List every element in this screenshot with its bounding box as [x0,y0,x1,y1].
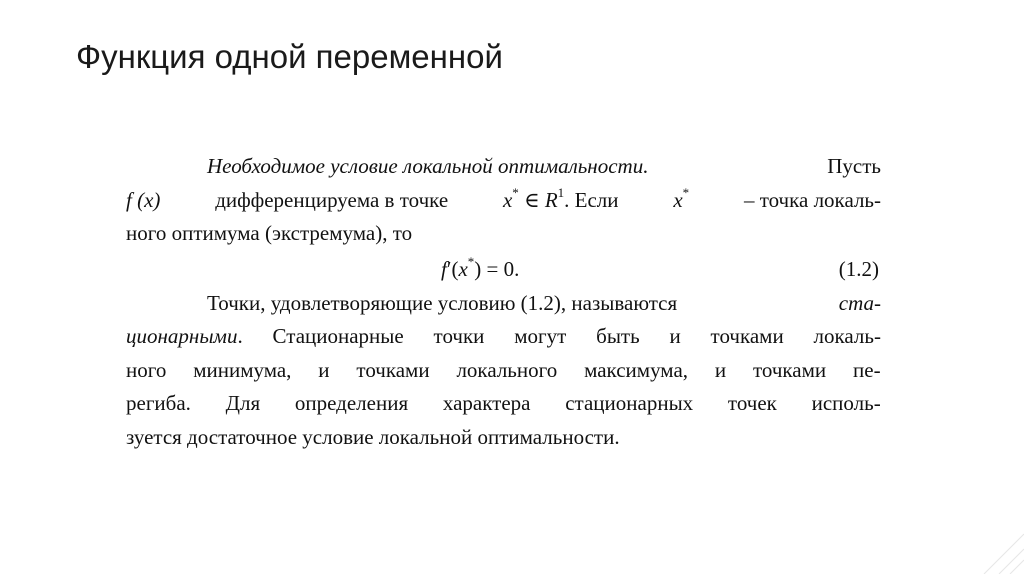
paragraph-2-line-2 [126,320,881,354]
term-stationary-part-1: ста- [838,290,881,315]
paragraph-1-line-2-text-1: дифференцируема в точке [215,187,449,212]
paragraph-1-line-2-text-3: – точка локаль- [743,187,881,212]
equation-number: (1.2) [838,256,879,281]
point-symbol-2-group [673,184,689,218]
point-star-2: * [682,184,690,200]
slide-title: Функция одной переменной [76,38,503,75]
space-symbol: R [544,187,558,212]
paragraph-1-line-2-text-2: . Если [564,187,619,212]
point-symbol: x [502,187,513,212]
space-dimension: 1 [557,184,565,200]
paragraph-2-line-2-text: . Стационарные точки могут быть и точками локаль- [237,324,881,348]
formula-x: x [458,256,468,281]
point-membership [503,184,619,218]
paragraph-1-line-3: ного оптимума (экстремума), то [126,221,413,245]
formula-open: ( [451,256,459,281]
paragraph-2-line-4: региба. Для определения характера стационарных точек исполь- [126,391,881,415]
formula-line [126,251,881,287]
term-stationary-part-2: ционарными [126,324,238,348]
paragraph-1-line-1-rest: Пусть [827,154,881,178]
paragraph-2-line-3: ного минимума, и точками локального максимума, и точками пе- [126,357,881,382]
formula-star: * [467,253,475,269]
element-of-symbol: ∈ [524,187,540,212]
paragraph-1-line-1 [126,150,881,184]
formula [441,251,519,287]
corner-stripe [999,549,1024,574]
text-body [126,150,881,454]
point-star: * [512,184,519,200]
paragraph-1-line-2 [126,184,881,218]
paragraph-2-line-1-text: Точки, удовлетворяющие условию (1.2), называются [207,290,678,315]
theorem-heading: Необходимое условие локальной оптимальности. [207,154,649,178]
point-symbol-2: x [673,187,683,212]
corner-stripe [984,534,1024,574]
formula-close: ) = 0. [474,256,520,281]
function-symbol: f (x) [126,187,161,212]
formula-prime: ′ [446,256,452,281]
paragraph-2-line-5: зуется достаточное условие локальной оптимальности. [126,424,620,449]
paragraph-2-line-1 [126,287,881,321]
corner-stripe [1010,560,1024,574]
corner-decoration [944,494,1024,574]
formula-f: f [441,256,447,281]
